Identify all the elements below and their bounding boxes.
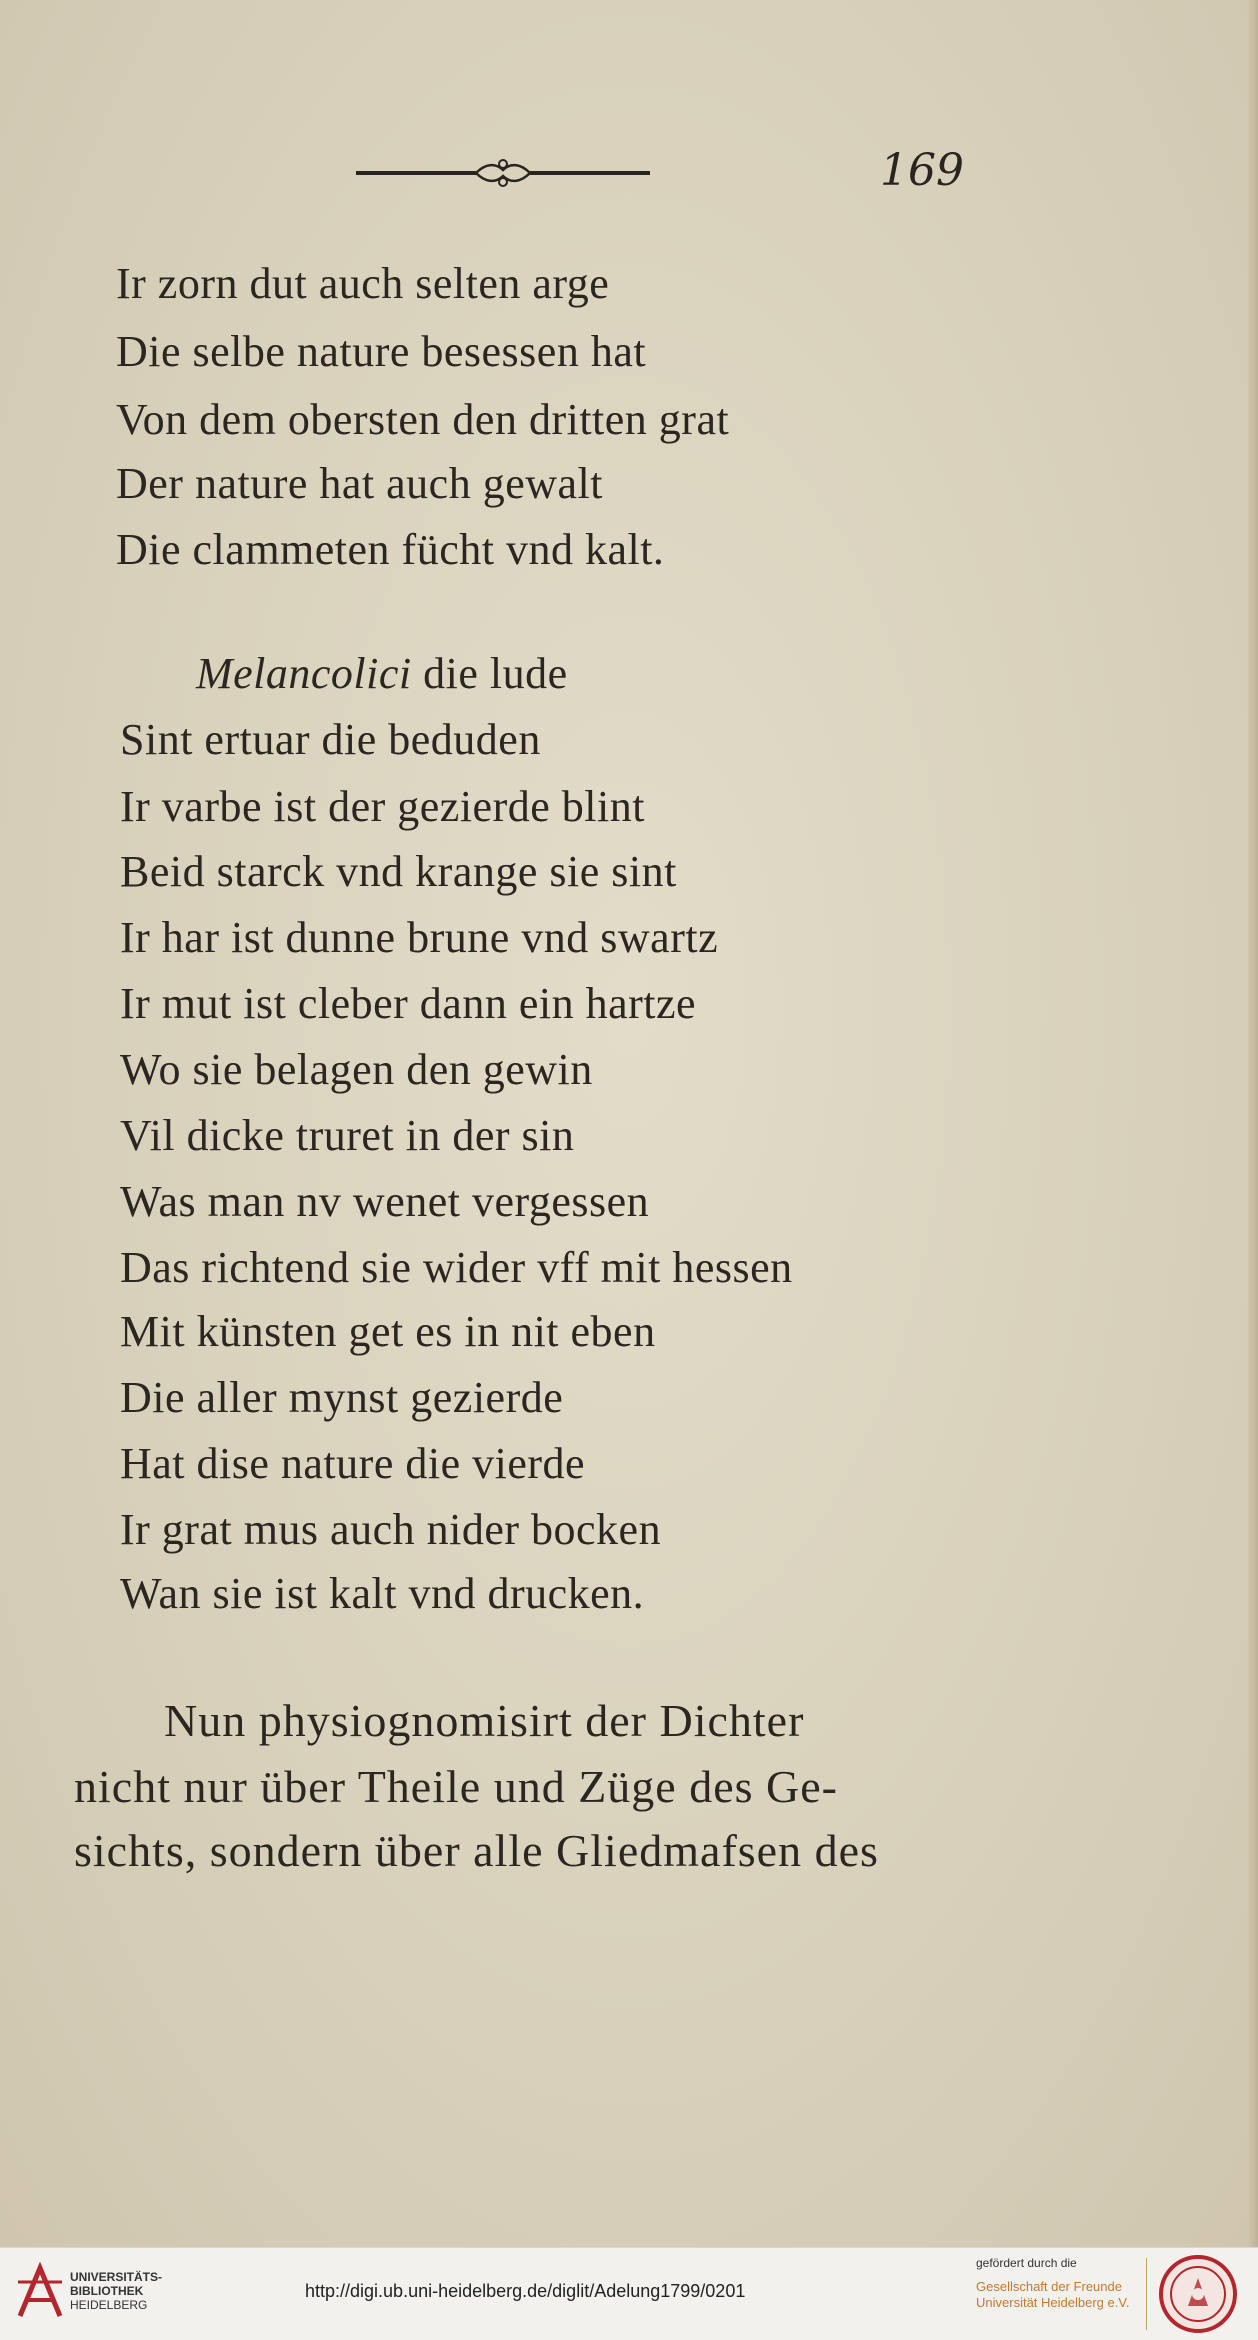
sponsor-name (976, 2279, 1129, 2311)
verse-line: Wan sie ist kalt vnd drucken. (120, 1569, 645, 1618)
verse-line: Die selbe nature besessen hat (116, 327, 647, 376)
verse-line: Ir grat mus auch nider bocken (120, 1505, 662, 1554)
university-library-logo-icon (14, 2262, 66, 2322)
verse-line-first (196, 649, 568, 698)
sponsor-name-line: Universität Heidelberg e.V. (976, 2295, 1130, 2310)
verse-line: Was man nv wenet vergessen (120, 1177, 650, 1226)
page-edge (1248, 0, 1258, 2247)
verse-line: Vil dicke truret in der sin (120, 1111, 575, 1160)
sponsor-divider (1146, 2258, 1147, 2330)
verse-line-rest: die lude (411, 649, 568, 698)
library-name-line: UNIVERSITÄTS- (70, 2270, 163, 2284)
page-number: 169 (880, 145, 964, 196)
verse-line: Ir har ist dunne brune vnd swartz (120, 913, 719, 962)
prose-line: sichts, sondern über alle Gliedmafsen des (74, 1825, 879, 1876)
library-name-line: HEIDELBERG (70, 2298, 148, 2312)
sponsor-seal-icon (1158, 2254, 1238, 2334)
verse-line: Von dem obersten den dritten grat (116, 395, 730, 444)
library-name (70, 2270, 162, 2312)
verse-line: Das richtend sie wider vff mit hessen (120, 1243, 793, 1292)
verse-line: Mit künsten get es in nit eben (120, 1307, 656, 1356)
verse-italic-word: Melancolici (196, 649, 412, 698)
verse-line: Sint ertuar die beduden (120, 715, 541, 764)
verse-line: Die clammeten fücht vnd kalt. (116, 525, 665, 574)
verse-line: Ir zorn dut auch selten arge (116, 259, 610, 308)
verse-line: Beid starck vnd krange sie sint (120, 847, 677, 896)
verse-line: Wo sie belagen den gewin (120, 1045, 593, 1094)
permalink-url[interactable]: http://digi.ub.uni-heidelberg.de/diglit/Adelung1799/0201 (305, 2281, 746, 2301)
header-ornament-icon (356, 158, 650, 188)
verse-line: Der nature hat auch gewalt (116, 459, 603, 508)
prose-line: Nun physiognomisirt der Dichter (164, 1695, 805, 1746)
verse-line: Hat dise nature die vierde (120, 1439, 586, 1488)
verse-line: Die aller mynst gezierde (120, 1373, 564, 1422)
verse-line: Ir varbe ist der gezierde blint (120, 782, 645, 831)
sponsor-name-line: Gesellschaft der Freunde (976, 2279, 1122, 2294)
library-name-line: BIBLIOTHEK (70, 2284, 144, 2298)
verse-line: Ir mut ist cleber dann ein hartze (120, 979, 697, 1028)
sponsor-label: gefördert durch die (976, 2256, 1077, 2270)
prose-line: nicht nur über Theile und Züge des Ge- (74, 1761, 838, 1812)
